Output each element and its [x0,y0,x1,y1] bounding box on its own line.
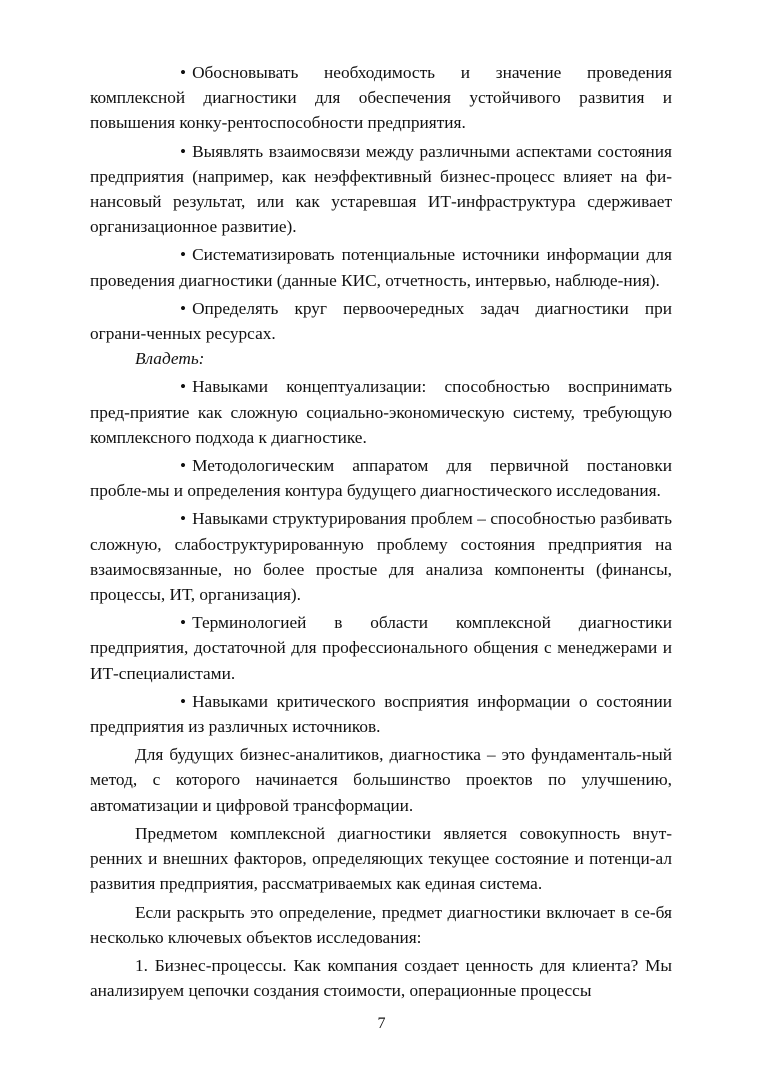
bullet-text: Систематизировать потенциальные источники информации для проведения диагностики (данные КИС, отчетность, интервью, наблюде-ния). [90,245,672,290]
bullet-paragraph [90,610,672,686]
bullet-text: Навыками концептуализации: способностью воспринимать пред-приятие как сложную социально-экономическую систему, требующую комплексного подхода к диагностике. [90,377,672,447]
bullet-icon: • [180,63,187,82]
bullet-paragraph [90,506,672,607]
bullet-text: Навыками структурирования проблем – способностью разбивать сложную, слабоструктурированную проблему состояния предприятия на взаимосвязанные, но более простые для анализа компоненты (финансы, процессы, ИТ, организация). [90,509,672,605]
body-paragraph: Если раскрыть это определение, предмет диагностики включает в се-бя несколько ключевых объектов исследования: [90,902,672,947]
bullet-paragraph [90,139,672,240]
bullet-paragraph [90,296,672,346]
bullet-icon: • [180,509,187,529]
bullet-text: Терминологией в области комплексной диагностики предприятия, достаточной для профессионального общения с менеджерами и ИТ-специалистами. [90,613,672,683]
bullet-paragraph [90,242,672,292]
body-paragraph: Предметом комплексной диагностики является совокупность внут-ренних и внешних факторов, определяющих текущее состояние и потенци-ал развития предприятия, рассматриваемых как единая система. [90,823,672,894]
bullet-text: Навыками критического восприятия информации о состоянии предприятия из различных источников. [90,691,672,737]
bullet-paragraph [90,374,672,450]
bullet-icon: • [180,298,187,318]
bullet-icon: • [180,377,187,397]
bullet-paragraph [90,60,672,136]
body-paragraph: Для будущих бизнес-аналитиков, диагностика – это фундаменталь-ный метод, с которого начинается большинство проектов по улучшению, автоматизации и цифровой трансформации. [90,745,672,815]
body-paragraph: 1. Бизнес-процессы. Как компания создает ценность для клиента? Мы анализируем цепочки создания стоимости, операционные процессы [90,955,672,1001]
bullet-icon: • [180,691,187,711]
page-number: 7 [377,1015,386,1032]
bullet-text: Выявлять взаимосвязи между различными аспектами состояния предприятия (например, как неэффективный бизнес-процесс влияет на фи-нансовый результат, или как устаревшая ИТ-инфраструктура сдерживает организационное развитие). [90,141,672,237]
bullet-icon: • [180,141,187,161]
bullet-icon: • [180,245,187,265]
document-body [90,60,672,1003]
bullet-icon: • [180,456,187,476]
bullet-text: Методологическим аппаратом для первичной постановки пробле-мы и определения контура будущего диагностического исследования. [90,456,672,501]
bullet-icon: • [180,613,187,633]
bullet-paragraph [90,453,672,503]
bullet-text: Обосновывать необходимость и значение проведения комплексной диагностики для обеспечения устойчивого развития и повышения конку-рентоспособности предприятия. [90,63,672,133]
section-heading-italic: Владеть: [135,349,205,369]
bullet-paragraph [90,689,672,739]
bullet-text: Определять круг первоочередных задач диагностики при ограни-ченных ресурсах. [90,298,672,344]
